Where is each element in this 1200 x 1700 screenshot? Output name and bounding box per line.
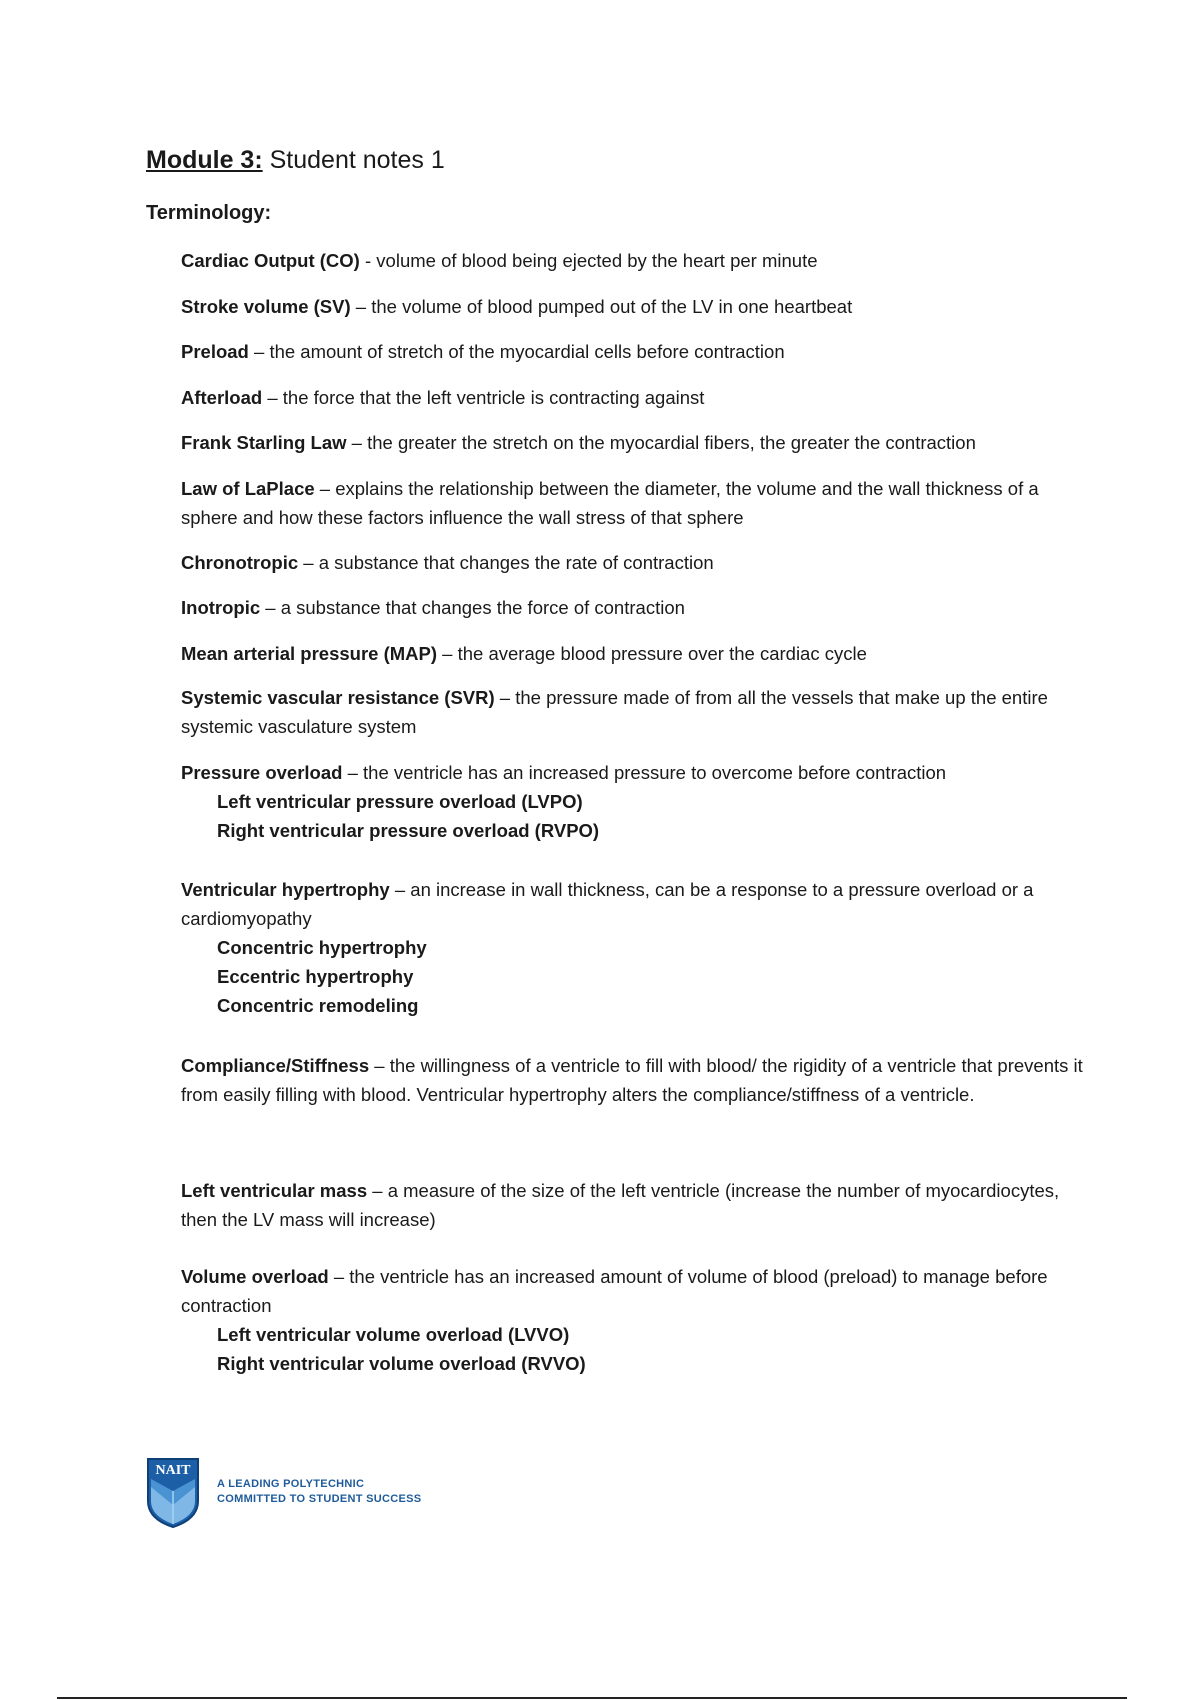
term-separator: – — [350, 296, 372, 317]
term-entry — [181, 1176, 1091, 1234]
term-separator: – — [437, 643, 458, 664]
term-definition: the amount of stretch of the myocardial cells before contraction — [269, 341, 785, 362]
term-name: Mean arterial pressure (MAP) — [181, 643, 438, 664]
sub-term: Right ventricular volume overload (RVVO) — [217, 1353, 586, 1374]
module-label: Module 3: — [146, 146, 263, 174]
term-definition: an increase in wall thickness, can be a response to a pressure overload or a cardiomyopathy — [181, 879, 1034, 929]
term-entry — [181, 246, 1091, 275]
term-separator: – — [346, 432, 368, 453]
term-name: Law of LaPlace — [181, 478, 315, 499]
term-separator: – — [367, 1180, 388, 1201]
logo-text: NAIT — [155, 1463, 191, 1478]
title-text: Student notes 1 — [262, 146, 445, 174]
term-name: Inotropic — [181, 597, 261, 618]
term-entry — [181, 639, 1091, 668]
term-definition: the ventricle has an increased amount of volume of blood (preload) to manage before contraction — [181, 1266, 1048, 1316]
term-entry — [181, 428, 1091, 457]
page-title — [146, 146, 445, 175]
term-entry — [181, 683, 1091, 741]
term-name: Compliance/Stiffness — [181, 1055, 370, 1076]
tagline-line-2: COMMITTED TO STUDENT SUCCESS — [217, 1493, 422, 1505]
term-definition: the pressure made of from all the vessels that make up the entire systemic vasculature system — [181, 687, 1048, 737]
tagline-line-1: A LEADING POLYTECHNIC — [217, 1478, 365, 1490]
term-definition: a substance that changes the rate of contraction — [318, 552, 714, 573]
term-separator: – — [342, 762, 364, 783]
term-name: Cardiac Output (CO) — [181, 250, 360, 271]
term-name: Ventricular hypertrophy — [181, 879, 390, 900]
term-name: Stroke volume (SV) — [181, 296, 351, 317]
term-definition: a substance that changes the force of contraction — [280, 597, 685, 618]
sub-term: Eccentric hypertrophy — [217, 966, 414, 987]
term-definition: the force that the left ventricle is contracting against — [282, 387, 705, 408]
term-separator: - — [359, 250, 377, 271]
term-entry — [181, 548, 1091, 577]
term-entry — [181, 292, 1091, 321]
term-name: Systemic vascular resistance (SVR) — [181, 687, 495, 708]
term-name: Volume overload — [181, 1266, 329, 1287]
nait-logo-icon — [146, 1457, 200, 1529]
term-name: Frank Starling Law — [181, 432, 347, 453]
section-heading: Terminology: — [146, 202, 272, 224]
term-separator: – — [328, 1266, 350, 1287]
sub-term: Right ventricular pressure overload (RVPO) — [217, 820, 600, 841]
term-entry — [181, 1262, 1091, 1378]
term-name: Chronotropic — [181, 552, 299, 573]
sub-term: Concentric hypertrophy — [217, 937, 427, 958]
sub-term: Left ventricular pressure overload (LVPO) — [217, 791, 583, 812]
term-name: Afterload — [181, 387, 263, 408]
term-entry — [181, 474, 1091, 532]
term-separator: – — [314, 478, 336, 499]
term-name: Pressure overload — [181, 762, 343, 783]
term-definition: the volume of blood pumped out of the LV in one heartbeat — [371, 296, 853, 317]
bottom-rule — [57, 1697, 1127, 1699]
term-entry — [181, 593, 1091, 622]
term-definition: the greater the stretch on the myocardial fibers, the greater the contraction — [367, 432, 976, 453]
term-definition: volume of blood being ejected by the heart per minute — [376, 250, 818, 271]
term-separator: – — [389, 879, 411, 900]
term-definition: a measure of the size of the left ventricle (increase the number of myocardiocytes, then the LV mass will increase) — [181, 1180, 1060, 1230]
sub-term: Left ventricular volume overload (LVVO) — [217, 1324, 570, 1345]
term-entry — [181, 758, 1091, 845]
term-entry — [181, 337, 1091, 366]
term-definition: the ventricle has an increased pressure to overcome before contraction — [363, 762, 947, 783]
term-definition: the average blood pressure over the cardiac cycle — [457, 643, 867, 664]
sub-term: Concentric remodeling — [217, 995, 419, 1016]
term-definition: explains the relationship between the diameter, the volume and the wall thickness of a sphere and how these factors influence the wall stress of that sphere — [181, 478, 1039, 528]
term-entry — [181, 1051, 1091, 1109]
term-entry — [181, 875, 1091, 1020]
term-separator: – — [262, 387, 283, 408]
term-entry — [181, 383, 1091, 412]
tagline — [217, 1477, 421, 1507]
term-separator: – — [298, 552, 319, 573]
term-separator: – — [260, 597, 281, 618]
term-separator: – — [369, 1055, 390, 1076]
term-separator: – — [494, 687, 516, 708]
term-separator: – — [248, 341, 270, 362]
term-name: Left ventricular mass — [181, 1180, 368, 1201]
term-name: Preload — [181, 341, 249, 362]
term-definition: the willingness of a ventricle to fill with blood/ the rigidity of a ventricle that prevents it from easily filling with blood. Ventricular hypertrophy alters the compliance/stiffness of a ventricle. — [181, 1055, 1083, 1105]
